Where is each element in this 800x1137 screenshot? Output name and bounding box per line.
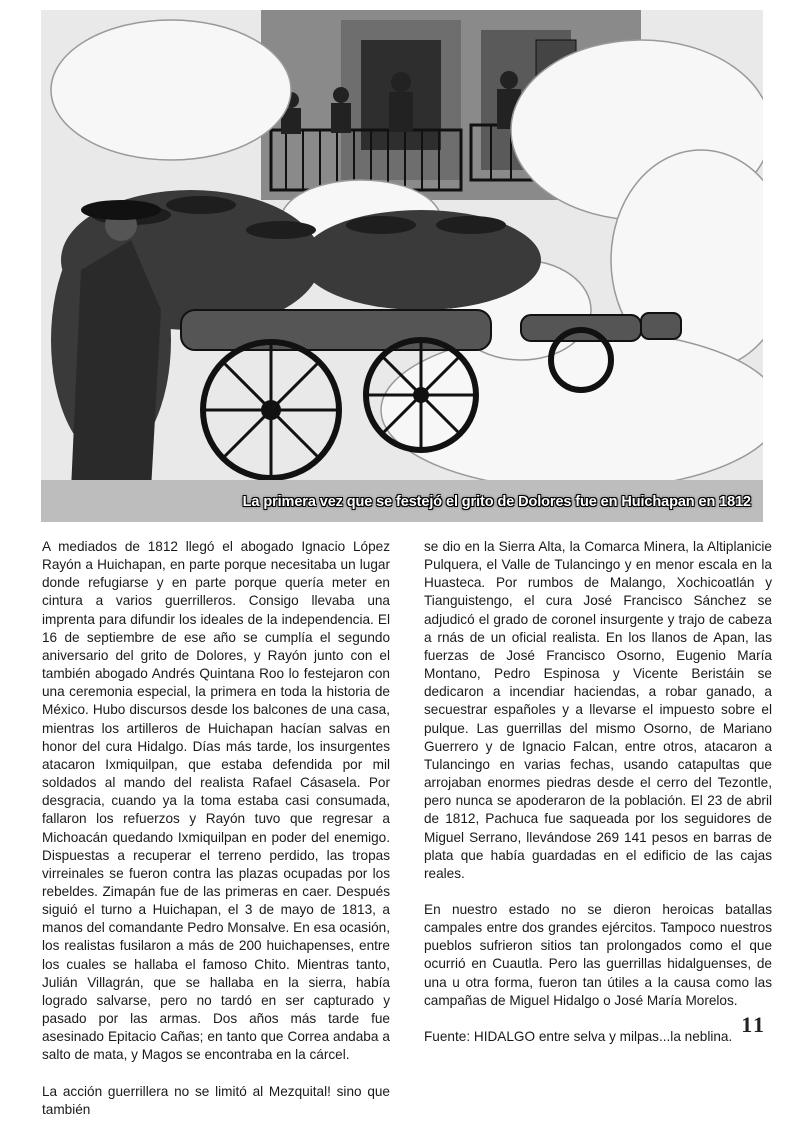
left-paragraph-2: La acción guerrillera no se limitó al Mezquital! sino que también <box>42 1083 390 1117</box>
page-number: 11 <box>741 1012 766 1037</box>
article-left-column <box>42 538 390 1137</box>
illustration-caption: La primera vez que se festejó el grito de Dolores fue en Huichapan en 1812 <box>242 494 751 510</box>
cannon-celebration-drawing <box>41 10 763 522</box>
right-paragraph-2: En nuestro estado no se dieron heroicas batallas campales entre dos grandes ejércitos. Tampoco nuestros pueblos sufrieron sitios tan prolongados como el que ocurrió en Cuautla. Pero las guerrillas hidalguenses, de una u otra forma, fueron tan útiles a la causa como las campañas de Miguel Hidalgo o José María Morelos. <box>424 901 772 1008</box>
left-paragraph-1: A mediados de 1812 llegó el abogado Ignacio López Rayón a Huichapan, en parte porque necesitaba un lugar donde refugiarse y en parte porque quería meter en cintura a varios guerrilleros. Consigo llevaba una imprenta para difundir los ideales de la independencia. El 16 de septiembre de ese año se cumplía el segundo aniversario del grito de Dolores, y Rayón junto con el también abogado Andrés Quintana Roo lo festejaron con una ceremonia especial, la primera en toda la historia de México. Hubo discursos desde los balcones de una casa, mientras los artilleros de Huichapan hacían salvas en honor del cura Hidalgo. Días más tarde, los insurgentes atacaron Ixmiquilpan, que estaba defendida por mil soldados al mando del realista Rafael Cásasela. Por desgracia, cuando ya la toma estaba casi consumada, fallaron los refuerzos y Rayón tuvo que regresar a Michoacán quedando Ixmiquilpan en poder del enemigo. Dispuestas a recuperar el terreno perdido, las tropas virreinales se fueron contra las plazas ocupadas por los rebeldes. Zimapán fue de las primeras en caer. Después siguió el turno a Huichapan, el 3 de mayo de 1813, a manos del comandante Pedro Monsalve. En esa ocasión, los realistas fusilaron a más de 200 huichapenses, entre los cuales se hallaba el famoso Chito. Mientras tanto, Julián Villagrán, que se hallaba en la sierra, había logrado salvarse, pero no tardó en ser capturado y pasado por las armas. Dos años más tarde fue asesinado Epitacio Cañas; en tanto que Correa andaba a salto de mata, y Magos se encontraba en la cárcel. <box>42 539 390 1063</box>
historical-illustration <box>41 10 763 522</box>
right-paragraph-1: se dio en la Sierra Alta, la Comarca Minera, la Altiplanicie Pulquera, el Valle de Tulancingo y en menor escala en la Huasteca. Por rumbos de Malango, Xochicoatlán y Tianguistengo, el cura José Francisco Sánchez se adjudicó el grado de coronel insurgente y trajo de cabeza a rnás de un oficial realista. En los llanos de Apan, las fuerzas de José Francisco Osorno, Eugenio María Montano, Pedro Espinosa y Vicente Beristáin se dedicaron a incendiar haciendas, a robar ganado, a secuestrar españoles y a llevarse el impuesto sobre el pulque. Las guerrillas del mismo Osorno, de Mariano Guerrero y de Ignacio Falcan, entre otros, atacaron a Tulancingo en varias fechas, usando catapultas que arrojaban enormes piedras desde el cerro del Tezontle, pero nunca se apoderaron de la población. El 23 de abril de 1812, Pachuca fue saqueada por los seguidores de Miguel Serrano, llevándose 269 141 pesos en barras de plata que había guardadas en el edificio de las cajas reales. <box>424 539 772 881</box>
article-right-column <box>424 538 772 1064</box>
source-credit: Fuente: HIDALGO entre selva y milpas...la neblina. <box>424 1028 733 1044</box>
